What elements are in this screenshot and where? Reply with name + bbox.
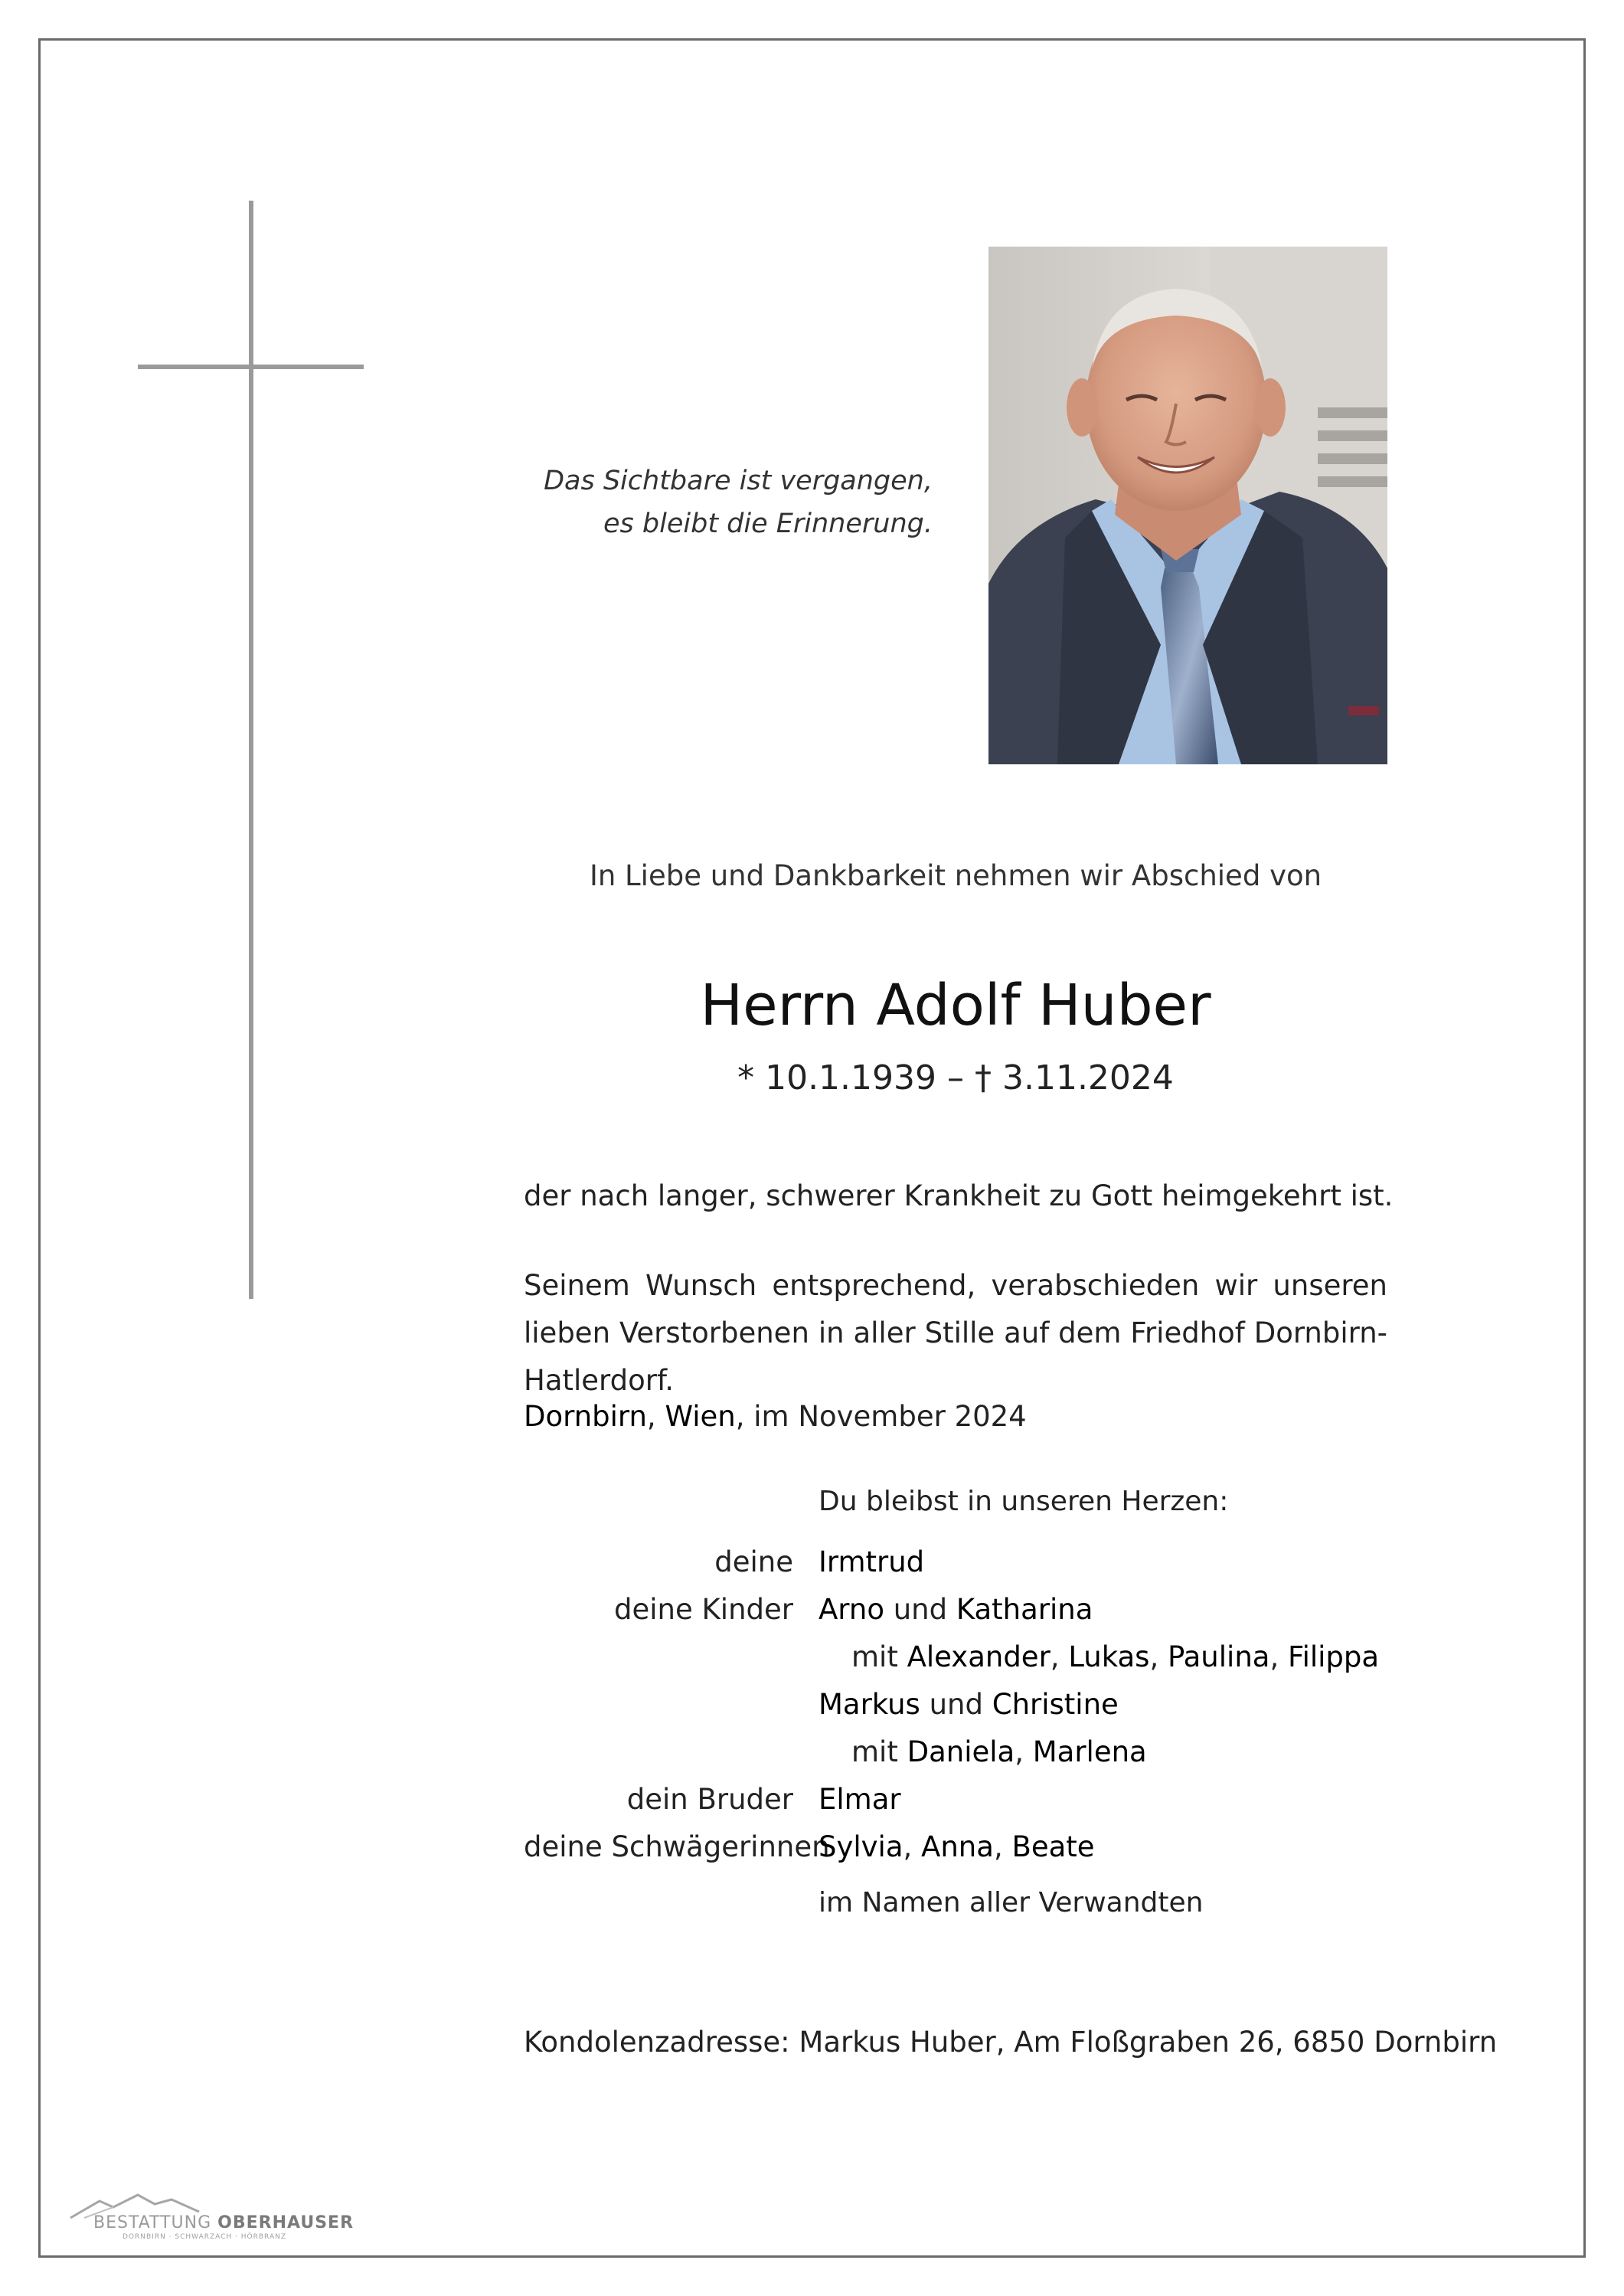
place-separator: ,	[646, 1400, 665, 1433]
family-names	[819, 1593, 1093, 1626]
family-connector: ,	[1015, 1735, 1033, 1768]
family-connector: und	[884, 1593, 956, 1626]
farewell-intro: In Liebe und Dankbarkeit nehmen wir Abschied von	[589, 859, 1322, 892]
family-member-name: Lukas	[1068, 1640, 1150, 1673]
family-relation: deine	[714, 1545, 793, 1578]
memorial-quote	[544, 460, 933, 545]
heart-line: Du bleibst in unseren Herzen:	[819, 1486, 1229, 1517]
family-member-name: Anna	[921, 1830, 994, 1863]
family-row	[524, 1824, 1443, 1872]
family-names	[851, 1735, 1147, 1768]
logo-locations: DORNBIRN · SCHWARZACH · HÖRBRANZ	[123, 2233, 286, 2241]
family-names	[851, 1640, 1379, 1673]
place-date: , im November 2024	[735, 1400, 1027, 1433]
family-row	[524, 1777, 1443, 1824]
place-city-1: Dornbirn	[524, 1400, 647, 1433]
life-dates: * 10.1.1939 – † 3.11.2024	[737, 1058, 1174, 1097]
family-member-name: Daniela	[907, 1735, 1015, 1768]
family-list	[524, 1539, 1443, 1872]
family-names	[819, 1688, 1119, 1721]
family-row	[524, 1587, 1443, 1634]
family-row	[524, 1539, 1443, 1587]
place-date-line	[524, 1400, 1389, 1433]
family-member-name: Sylvia	[819, 1830, 903, 1863]
quote-line-2: es bleibt die Erinnerung.	[603, 509, 933, 539]
deceased-name: Herrn Adolf Huber	[700, 973, 1211, 1038]
quote-line-1: Das Sichtbare ist vergangen,	[544, 466, 933, 496]
family-member-name: Katharina	[956, 1593, 1093, 1626]
cross-icon-horizontal	[138, 365, 364, 369]
funeral-home-logo	[69, 2189, 355, 2241]
family-member-name: Elmar	[819, 1783, 901, 1816]
portrait-photo	[988, 247, 1387, 764]
family-connector: mit	[851, 1640, 907, 1673]
family-connector: mit	[851, 1735, 907, 1768]
family-names	[819, 1783, 901, 1816]
family-names	[819, 1545, 924, 1578]
family-member-name: Markus	[819, 1688, 920, 1721]
family-member-name: Irmtrud	[819, 1545, 925, 1578]
family-relation: dein Bruder	[626, 1783, 793, 1816]
family-member-name: Arno	[819, 1593, 884, 1626]
family-row	[524, 1682, 1443, 1729]
family-relation: deine Schwägerinnen	[524, 1830, 830, 1863]
logo-wordmark	[93, 2213, 354, 2232]
family-relation: deine Kinder	[614, 1593, 793, 1626]
family-connector: und	[920, 1688, 992, 1721]
family-names	[819, 1830, 1095, 1863]
family-connector: ,	[1050, 1640, 1069, 1673]
family-member-name: Beate	[1011, 1830, 1095, 1863]
family-connector: ,	[903, 1830, 922, 1863]
family-connector: ,	[1149, 1640, 1168, 1673]
family-member-name: Paulina	[1167, 1640, 1270, 1673]
family-member-name: Christine	[992, 1688, 1119, 1721]
family-row	[524, 1729, 1443, 1777]
family-member-name: Marlena	[1032, 1735, 1147, 1768]
family-member-name: Alexander	[907, 1640, 1051, 1673]
family-row	[524, 1634, 1443, 1682]
condolence-address: Kondolenzadresse: Markus Huber, Am Floßgraben 26, 6850 Dornbirn	[524, 2026, 1498, 2059]
family-connector: ,	[993, 1830, 1012, 1863]
place-city-2: Wien	[665, 1400, 736, 1433]
paragraph-funeral: Seinem Wunsch entsprechend, verabschieden wir unseren lieben Verstorbenen in aller Stille auf dem Friedhof Dornbirn-Hatlerdorf.	[524, 1269, 1387, 1397]
closing-line: im Namen aller Verwandten	[819, 1887, 1204, 1918]
paragraph-passing: der nach langer, schwerer Krankheit zu Gott heimgekehrt ist.	[524, 1179, 1394, 1212]
logo-word-2: OBERHAUSER	[217, 2213, 355, 2232]
family-connector: ,	[1269, 1640, 1288, 1673]
family-member-name: Filippa	[1287, 1640, 1380, 1673]
logo-word-1: BESTATTUNG	[93, 2213, 218, 2232]
